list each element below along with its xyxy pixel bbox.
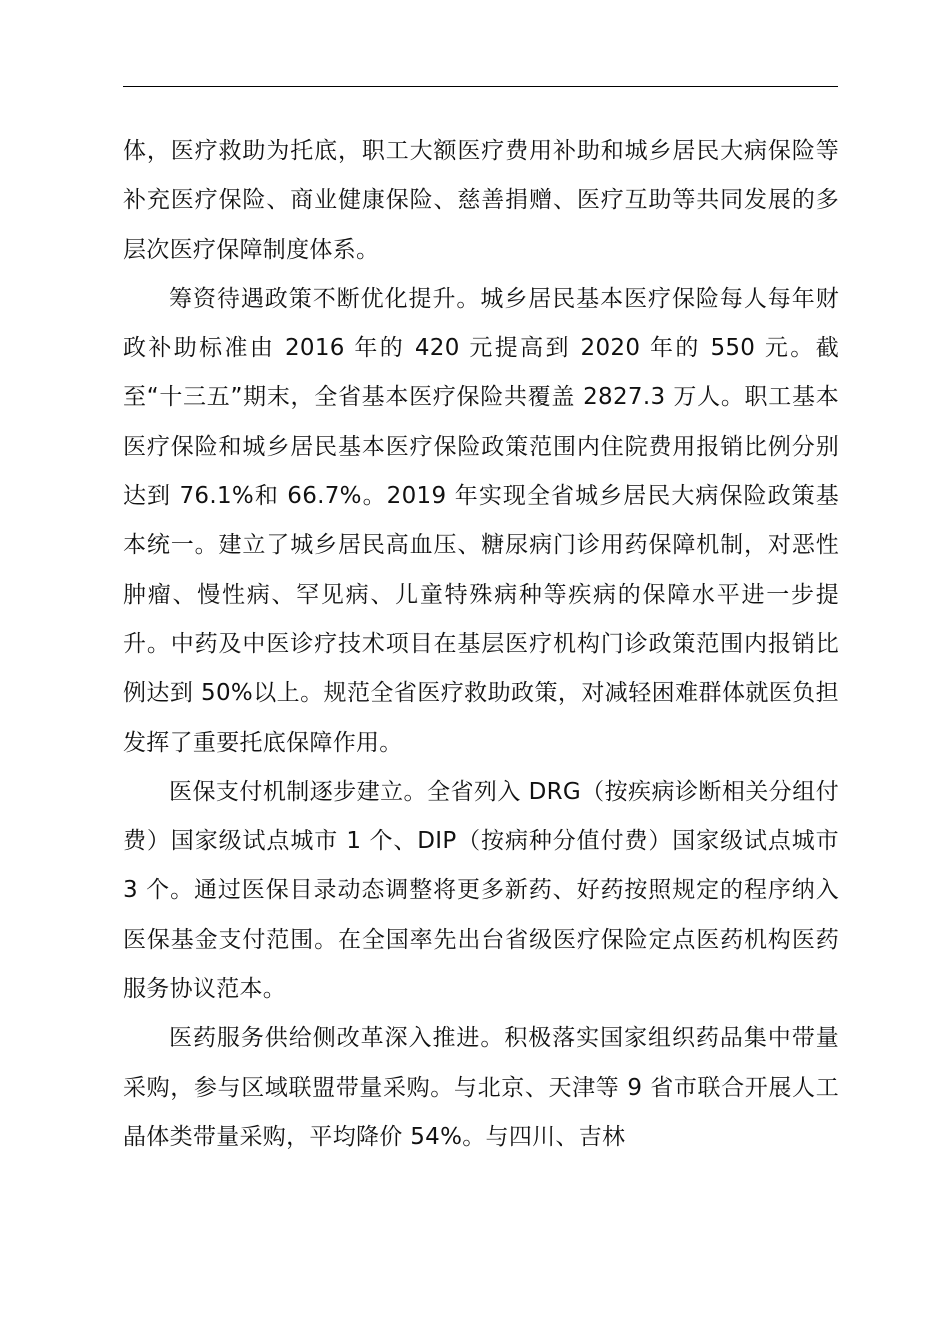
body-text (123, 127, 839, 1162)
paragraph-funding-benefits: 筹资待遇政策不断优化提升。城乡居民基本医疗保险每人每年财政补助标准由 2016 年的 420 元提高到 2020 年的 550 元。截至“十三五”期末，全省基本医疗保险共覆盖 2827.3 万人。职工基本医疗保险和城乡居民基本医疗保险政策范围内住院费用报销比例分别达到 76.1%和 66.7%。2019 年实现全省城乡居民大病保险政策基本统一。建立了城乡居民高血压、糖尿病门诊用药保障机制，对恶性肿瘤、慢性病、罕见病、儿童特殊病种等疾病的保障水平进一步提升。中药及中医诊疗技术项目在基层医疗机构门诊政策范围内报销比例达到 50%以上。规范全省医疗救助政策，对减轻困难群体就医负担发挥了重要托底保障作用。 (123, 285, 839, 756)
paragraph-supply-side-reform: 医药服务供给侧改革深入推进。积极落实国家组织药品集中带量采购，参与区域联盟带量采购。与北京、天津等 9 省市联合开展人工晶体类带量采购，平均降价 54%。与四川、吉林 (123, 1025, 839, 1150)
paragraph-payment-mechanism: 医保支付机制逐步建立。全省列入 DRG（按疾病诊断相关分组付费）国家级试点城市 1 个、DIP（按病种分值付费）国家级试点城市 3 个。通过医保目录动态调整将更多新药、好药按照规定的程序纳入医保基金支付范围。在全国率先出台省级医疗保险定点医药机构医药服务协议范本。 (123, 778, 839, 1003)
header-rule (123, 86, 838, 87)
paragraph-continuation: 体，医疗救助为托底，职工大额医疗费用补助和城乡居民大病保险等补充医疗保险、商业健康保险、慈善捐赠、医疗互助等共同发展的多层次医疗保障制度体系。 (123, 138, 839, 263)
